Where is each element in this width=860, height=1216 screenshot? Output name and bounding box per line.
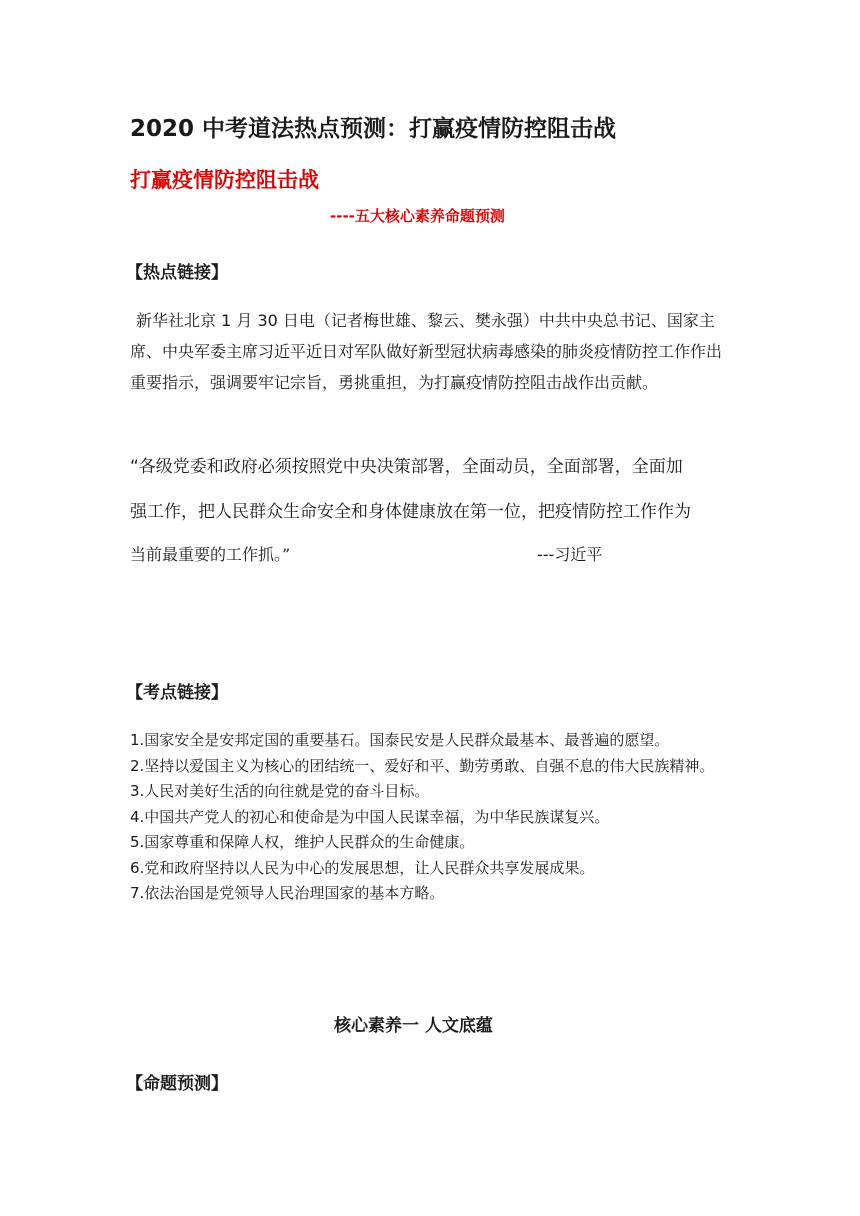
list-item: 1.国家安全是安邦定国的重要基石。国泰民安是人民群众最基本、最普遍的愿望。	[130, 731, 670, 749]
red-title: 打赢疫情防控阻击战	[130, 168, 319, 192]
quote-line-1: “各级党委和政府必须按照党中央决策部署，全面动员，全面部署，全面加	[130, 457, 683, 477]
quote-line-3: 当前最重要的工作抓。”	[130, 545, 291, 564]
red-subtitle: ----五大核心素养命题预测	[330, 207, 505, 225]
list-item: 4.中国共产党人的初心和使命是为中国人民谋幸福，为中华民族谋复兴。	[130, 807, 610, 826]
list-item: 7.依法治国是党领导人民治理国家的基本方略。	[130, 884, 445, 902]
core-literacy-title: 核心素养一 人文底蕴	[334, 1016, 493, 1036]
list-item: 5.国家尊重和保障人权，维护人民群众的生命健康。	[130, 833, 475, 851]
news-text: 新华社北京 1 月 30 日电（记者梅世雄、黎云、樊永强）中共中央总书记、国家主席、中央军委主席习近平近日对军队做好新型冠状病毒感染的肺炎疫情防控工作作出重要指示，强调要牢记宗旨，勇挑重担，为打赢疫情防控阻击战作出贡献。	[130, 311, 723, 392]
exam-points-list	[130, 728, 740, 907]
exam-points-heading: 【考点链接】	[126, 683, 228, 703]
document-title: 2020 中考道法热点预测：打赢疫情防控阻击战	[130, 116, 617, 142]
hotspot-heading: 【热点链接】	[126, 263, 228, 283]
quote-author: ---习近平	[537, 545, 603, 564]
prediction-heading: 【命题预测】	[126, 1074, 228, 1094]
list-item: 3.人民对美好生活的向往就是党的奋斗目标。	[130, 782, 430, 800]
quote-line-2: 强工作，把人民群众生命安全和身体健康放在第一位，把疫情防控工作作为	[130, 502, 691, 522]
list-item: 6.党和政府坚持以人民为中心的发展思想，让人民群众共享发展成果。	[130, 858, 595, 877]
news-paragraph	[130, 305, 730, 398]
list-item: 2.坚持以爱国主义为核心的团结统一、爱好和平、勤劳勇敢、自强不息的伟大民族精神。	[130, 756, 715, 775]
